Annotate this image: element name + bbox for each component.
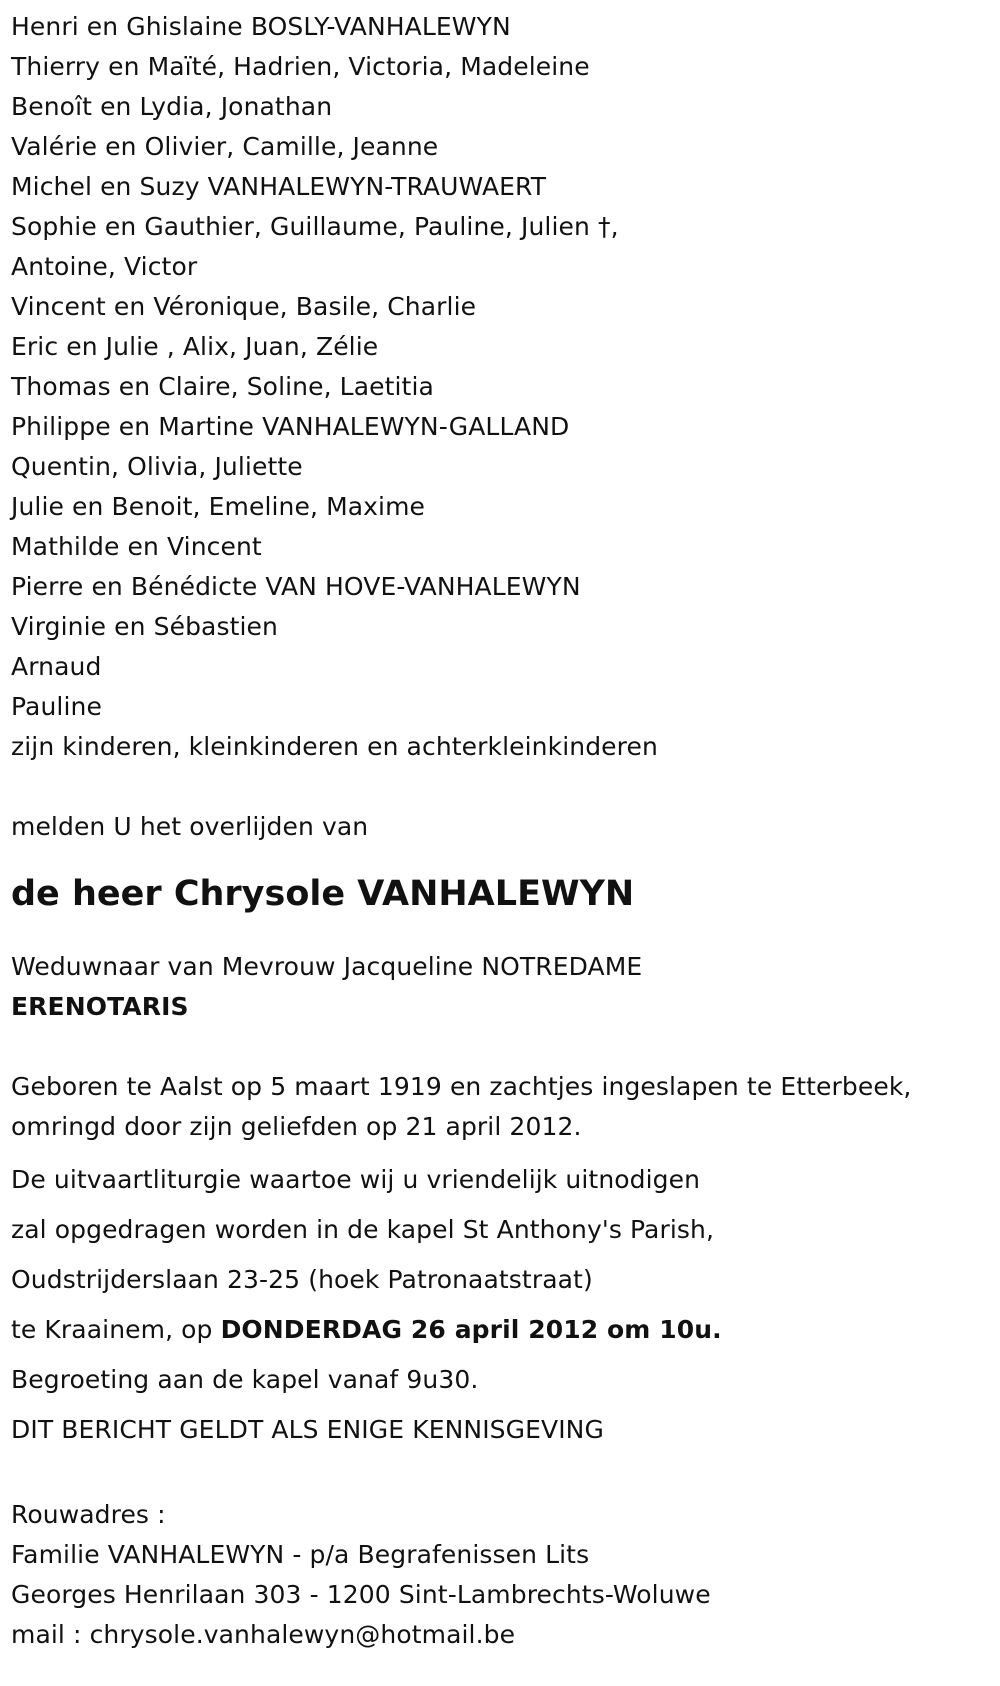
- mourning-address: [11, 1495, 986, 1655]
- honorary-title: ERENOTARIS: [11, 992, 189, 1021]
- family-line: Pauline: [11, 692, 102, 721]
- service-date: DONDERDAG 26 april 2012 om 10u.: [220, 1315, 722, 1344]
- family-line: Eric en Julie , Alix, Juan, Zélie: [11, 332, 379, 361]
- family-line: Benoît en Lydia, Jonathan: [11, 92, 333, 121]
- deceased-name: de heer Chrysole VANHALEWYN: [11, 874, 635, 914]
- family-line: Quentin, Olivia, Juliette: [11, 452, 303, 481]
- family-line: Vincent en Véronique, Basile, Charlie: [11, 292, 477, 321]
- birth-line: Geboren te Aalst op 5 maart 1919 en zachtjes ingeslapen te Etterbeek,: [11, 1072, 912, 1101]
- family-line: Julie en Benoit, Emeline, Maxime: [11, 492, 426, 521]
- birth-line: omringd door zijn geliefden op 21 april 2012.: [11, 1112, 582, 1141]
- family-line: Pierre en Bénédicte VAN HOVE-VANHALEWYN: [11, 572, 581, 601]
- family-line: Henri en Ghislaine BOSLY-VANHALEWYN: [11, 12, 511, 41]
- service-line: Begroeting aan de kapel vanaf 9u30.: [11, 1365, 479, 1394]
- service-info: [11, 1155, 986, 1455]
- family-line: Mathilde en Vincent: [11, 532, 262, 561]
- service-date-prefix: te Kraainem, op: [11, 1315, 221, 1344]
- family-line: Thierry en Maïté, Hadrien, Victoria, Madeleine: [11, 52, 590, 81]
- family-line: Thomas en Claire, Soline, Laetitia: [11, 372, 434, 401]
- family-line: Antoine, Victor: [11, 252, 198, 281]
- family-line: Michel en Suzy VANHALEWYN-TRAUWAERT: [11, 172, 547, 201]
- address-line: Georges Henrilaan 303 - 1200 Sint-Lambrechts-Woluwe: [11, 1580, 711, 1609]
- notice-statement: DIT BERICHT GELDT ALS ENIGE KENNISGEVING: [11, 1415, 604, 1444]
- service-line: De uitvaartliturgie waartoe wij u vriendelijk uitnodigen: [11, 1165, 701, 1194]
- family-line: Arnaud: [11, 652, 102, 681]
- family-summary: zijn kinderen, kleinkinderen en achterkleinkinderen: [11, 732, 658, 761]
- widower-line: Weduwnaar van Mevrouw Jacqueline NOTREDAME: [11, 952, 643, 981]
- email-line: mail : chrysole.vanhalewyn@hotmail.be: [11, 1620, 516, 1649]
- death-notice: [11, 7, 986, 1655]
- family-line: Virginie en Sébastien: [11, 612, 278, 641]
- address-label: Rouwadres :: [11, 1500, 166, 1529]
- announcement: melden U het overlijden van: [11, 812, 369, 841]
- service-date-line: [11, 1305, 986, 1355]
- service-line: zal opgedragen worden in de kapel St Anthony's Parish,: [11, 1215, 715, 1244]
- family-line: Sophie en Gauthier, Guillaume, Pauline, Julien †,: [11, 212, 619, 241]
- service-line: Oudstrijderslaan 23-25 (hoek Patronaatstraat): [11, 1265, 593, 1294]
- address-line: Familie VANHALEWYN - p/a Begrafenissen Lits: [11, 1540, 590, 1569]
- family-list: [11, 7, 986, 767]
- family-line: Valérie en Olivier, Camille, Jeanne: [11, 132, 439, 161]
- family-line: Philippe en Martine VANHALEWYN-GALLAND: [11, 412, 570, 441]
